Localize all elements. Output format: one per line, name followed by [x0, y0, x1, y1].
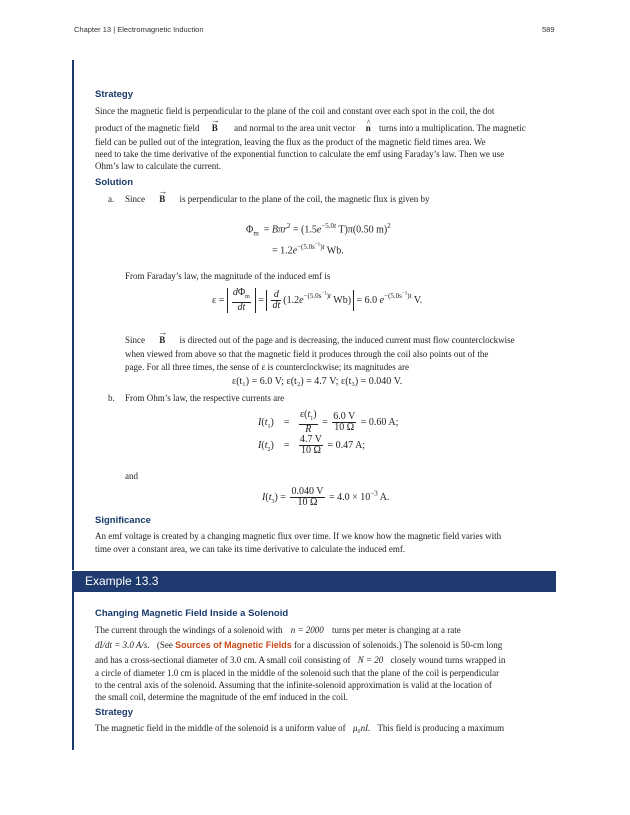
since2-line-2: when viewed from above so that the magnetic field it produces through the coil also points out of the	[125, 349, 489, 359]
significance-line-2: time over a constant area, we can take its time derivative to calculate the induced emf.	[95, 544, 406, 554]
I3-exponent: −3	[370, 489, 378, 498]
example-line-1	[95, 624, 461, 637]
strategy-line-4: need to take the time derivative of the exponential function to calculate the emf using Faraday’s law. Then we use	[95, 149, 505, 159]
solution-heading: Solution	[95, 177, 133, 188]
I2-value: = 0.47 A;	[327, 439, 366, 451]
example-text: The current through the windings of a solenoid with	[95, 625, 283, 635]
strategy-heading: Strategy	[95, 89, 134, 100]
strategy-line-3: field can be pulled out of the integration, leaving the flux as the product of the magnetic field times area. We	[95, 137, 486, 147]
example-sidebar-bar-bottom	[72, 592, 74, 750]
example-text: turns per meter is changing at a rate	[332, 625, 461, 635]
current-I3-equation: $I(t_3)$ = $\frac{0.040 V}{10 \Omega}$ = $4.0 \times 10^{-3}$ A.	[262, 486, 390, 508]
flux-equation-line-2: = $1.2e^{-(5.0s^{-1})t}$ Wb.	[272, 243, 344, 257]
example-line-4: a circle of diameter 1.0 cm is placed in the middle of the solenoid such that the plane of the coil is perpendicular	[95, 668, 500, 678]
example-line-6: the small coil, determine the magnitude of the emf induced in the coil.	[95, 692, 348, 702]
example-math: n = 2000	[290, 625, 324, 635]
part-a-text	[125, 193, 429, 206]
since2-post: is directed out of the page and is decreasing, the induced current must flow counterclockwise	[179, 335, 515, 345]
sources-of-magnetic-fields-link[interactable]: Sources of Magnetic Fields	[175, 640, 292, 650]
and-text: and	[125, 471, 138, 481]
significance-line-1: An emf voltage is created by a changing magnetic flux over time. If we know how the magnetic field varies with	[95, 531, 502, 541]
I1-value: = 0.60 A;	[360, 416, 399, 428]
current-I2-equation: $I(t_2)$ = $\frac{4.7 V}{10 \Omega}$ = 0.47 A;	[258, 434, 366, 456]
strategy-text: and normal to the area unit vector	[233, 123, 356, 133]
example-strategy-line-1	[95, 722, 504, 735]
example-math: μ₀nI.	[352, 723, 371, 733]
I3-unit: A.	[379, 491, 390, 503]
strategy-text: turns into a multiplication. The magnetic	[378, 123, 526, 133]
example-banner	[72, 571, 556, 592]
part-b-label: b.	[108, 393, 115, 403]
example-text: The magnetic field in the middle of the solenoid is a uniform value of	[95, 723, 346, 733]
emf-equation: ε = $\frac{d\Phi_m}{dt}$ = $\frac{d}{dt}$ ($1.2e^{-(5.0s^{-1})t}$ Wb) = 6.0 $e^{-(5.0s^{-1})t}$ V.	[212, 287, 423, 313]
since2-pre: Since	[125, 335, 145, 345]
since2-line-3: page. For all three times, the sense of ε is counterclockwise; its magnitudes are	[125, 362, 409, 372]
n-hat-symbol: ^ n	[366, 123, 371, 133]
B-vector-symbol: → B	[159, 335, 165, 345]
example-math: N = 20	[357, 655, 384, 665]
part-a-pre: Since	[125, 194, 145, 204]
significance-heading: Significance	[95, 515, 151, 526]
faraday-text: From Faraday’s law, the magnitude of the induced emf is	[125, 271, 331, 281]
B-vector-symbol: → B	[212, 123, 218, 133]
strategy-line-1: Since the magnetic field is perpendicular to the plane of the coil and constant over each spot in the coil, the dot	[95, 106, 495, 116]
emf-magnitudes: ε(t₁) = 6.0 V; ε(t₂) = 4.7 V; ε(t₃) = 0.040 V.	[232, 376, 403, 387]
part-a-post: is perpendicular to the plane of the coil, the magnetic flux is given by	[179, 194, 430, 204]
I3-value: = 4.0 × 10	[329, 491, 371, 503]
example-strategy-heading: Strategy	[95, 707, 134, 718]
example-text: (See	[156, 640, 173, 650]
strategy-text: product of the magnetic field	[95, 123, 200, 133]
example-text: for a discussion of solenoids.) The solenoid is 50-cm long	[293, 640, 503, 650]
example-sidebar-bar-top	[72, 60, 74, 570]
strategy-line-2	[95, 122, 526, 135]
example-line-5: to the central axis of the solenoid. Assuming that the infinite-solenoid approximation is valid at the location of	[95, 680, 492, 690]
page-number: 589	[542, 25, 555, 34]
example-line-3	[95, 654, 506, 667]
example-text: This field is producing a maximum	[377, 723, 505, 733]
example-math: dI/dt = 3.0 A/s.	[95, 640, 150, 650]
part-b-text: From Ohm’s law, the respective currents are	[125, 393, 285, 403]
B-vector-symbol: → B	[159, 194, 165, 204]
flux-equation-line-1: $\Phi_m = B\pi r^2 = (1.5e^{-5.0t}$ T)π(0.50 m)$^2$	[246, 222, 391, 238]
example-text: and has a cross-sectional diameter of 3.0 cm. A small coil consisting of	[95, 655, 351, 665]
part-a-label: a.	[108, 194, 115, 204]
chapter-header: Chapter 13 | Electromagnetic Induction	[74, 25, 204, 34]
example-title: Example 13.3	[85, 574, 159, 588]
example-text: closely wound turns wrapped in	[390, 655, 506, 665]
example-subtitle: Changing Magnetic Field Inside a Solenoid	[95, 608, 289, 619]
current-I1-equation: $I(t_1)$ = $\frac{\varepsilon(t_1)}{R}$ = $\frac{6.0 V}{10 \Omega}$ = 0.60 A;	[258, 409, 399, 435]
example-line-2	[95, 639, 502, 652]
since2-line-1	[125, 334, 515, 347]
strategy-line-5: Ohm’s law to calculate the current.	[95, 161, 221, 171]
